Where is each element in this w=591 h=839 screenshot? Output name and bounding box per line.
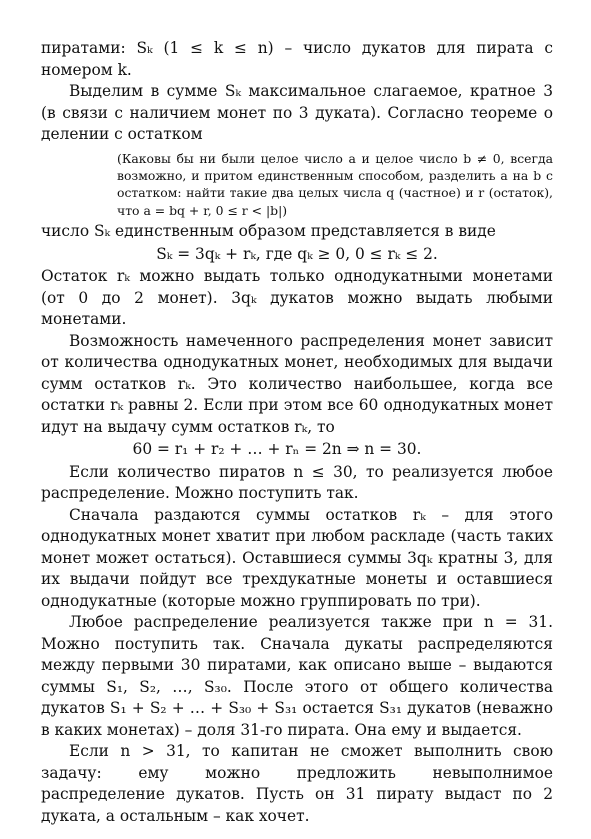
paragraph-intro: пиратами: Sₖ (1 ≤ k ≤ n) – число дукатов для пирата с номером k. <box>41 39 553 79</box>
formula-sixty: 60 = r₁ + r₂ + … + rₙ = 2n ⇒ n = 30. <box>132 440 422 459</box>
paragraph-possibility: Возможность намеченного распределения монет зависит от количества однодукатных монет, необходимых для выдачи сумм остатков rₖ. Это количество наибольшее, когда все остатки rₖ равны 2. Если при этом все 60 однодукатных монет идут на выдачу сумм остатков rₖ, то <box>41 331 553 436</box>
paragraph-first-remainders: Сначала раздаются суммы остатков rₖ – для этого однодукатных монет хватит при любом раскладе (часть таких монет может остаться). Оставшиеся суммы 3qₖ кратны 3, для их выдачи пойдут все трехдукатные монеты и оставшиеся однодукатные (которые можно группировать по три). <box>41 505 553 610</box>
formula-sk: Sₖ = 3qₖ + rₖ, где qₖ ≥ 0, 0 ≤ rₖ ≤ 2. <box>156 244 438 263</box>
document-page <box>41 38 553 827</box>
theorem-quote: (Каковы бы ни были целое число a и целое число b ≠ 0, всегда возможно, и притом единственным способом, разделить a на b с остатком: найти такие два целых числа q (частное) и r (остаток), что a = bq + r, 0 ≤ r < |b|) <box>117 150 553 218</box>
paragraph-remainder: Остаток rₖ можно выдать только однодукатными монетами (от 0 до 2 монет). 3qₖ дукатов можно выдать любыми монетами. <box>41 267 553 329</box>
paragraph-n-eq-31: Любое распределение реализуется также при n = 31. Можно поступить так. Сначала дукаты распределяются между первыми 30 пиратами, как описано выше – выдаются суммы S₁, S₂, …, S₃₀. После этого от общего количества дукатов S₁ + S₂ + … + S₃₀ + S₃₁ остается S₃₁ дукатов (неважно в каких монетах) – доля 31-го пирата. Она ему и выдается. <box>41 613 553 739</box>
paragraph-n-gt-31: Если n > 31, то капитан не сможет выполнить свою задачу: ему можно предложить невыполнимое распределение дукатов. Пусть он 31 пирату выдаст по 2 дуката, а остальным – как хочет. <box>41 742 553 825</box>
paragraph-representation: число Sₖ единственным образом представляется в виде <box>41 222 496 241</box>
paragraph-max-term: Выделим в сумме Sₖ максимальное слагаемое, кратное 3 (в связи с наличием монет по 3 дуката). Согласно теореме о делении с остатком <box>41 82 553 143</box>
paragraph-n-le-30: Если количество пиратов n ≤ 30, то реализуется любое распределение. Можно поступить так. <box>41 462 553 503</box>
